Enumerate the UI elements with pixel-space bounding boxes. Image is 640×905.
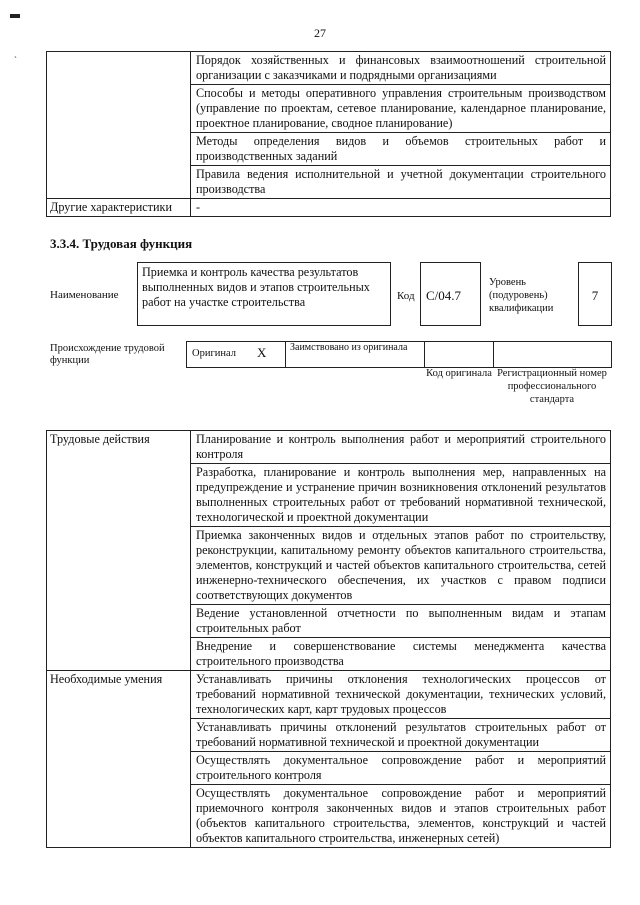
reg-caption: Регистрационный номер профессионального стандарта (497, 368, 607, 405)
skills-label: Необходимые умения (47, 671, 191, 848)
code-caption: Код оригинала (426, 368, 492, 379)
original-label: Оригинал (192, 348, 236, 359)
reg-number-box (493, 341, 612, 368)
table-row (47, 431, 611, 464)
table-cell: Способы и методы оперативного управления строительным производством (управление по проектам, сетевое планирование, календарное планирование, проектное планирование, сводное планирование) (191, 85, 611, 133)
table-row (47, 52, 611, 85)
labor-actions-label: Трудовые действия (47, 431, 191, 671)
code-label: Код (397, 290, 415, 302)
table-row (47, 199, 611, 217)
table-cell: Разработка, планирование и контроль выполнения мер, направленных на предупреждение и устранение причин возникновения отклонений результатов выполненных строительных работ от требований нормативной технической, технологической и проектной документации (191, 464, 611, 527)
table-cell: Устанавливать причины отклонения технологических процессов от требований нормативной технической документации, технических условий, технологических карт, карт трудовых процессов (191, 671, 611, 719)
table-cell: Приемка законченных видов и отдельных этапов работ по строительству, реконструкции, капитальному ремонту объектов капитального строительства, элементов, конструкций и частей объектов капитального строительства, сетей инженерно-технического обеспечения, их участков с правом подписи соответствующих документов (191, 527, 611, 605)
level-label: Уровень (подуровень) квалификации (489, 277, 554, 314)
table-cell: Планирование и контроль выполнения работ и мероприятий строительного контроля (191, 431, 611, 464)
section-heading: 3.3.4. Трудовая функция (50, 236, 193, 251)
name-label: Наименование (50, 289, 119, 301)
table-cell: Внедрение и совершенствование системы менеджмента качества строительного производства (191, 638, 611, 671)
table-cell: Ведение установленной отчетности по выполненным видам и этапам строительных работ (191, 605, 611, 638)
table-cell: Осуществлять документальное сопровождение работ и мероприятий приемочного контроля законченных видов и этапов строительных работ (объектов капитального строительства, элементов, конструкций и частей объектов капитального строительства, инженерных сетей) (191, 785, 611, 848)
details-table (46, 430, 611, 848)
function-code: С/04.7 (426, 288, 462, 303)
scan-mark (10, 14, 20, 18)
function-name: Приемка и контроль качества результатов выполненных видов и этапов строительных работ на участке строительства (142, 265, 370, 309)
original-box (186, 341, 286, 368)
table-cell: Правила ведения исполнительной и учетной документации строительного производства (191, 166, 611, 199)
scan-dot: ˎ (14, 48, 17, 58)
name-box (137, 262, 391, 326)
level-value: 7 (591, 288, 599, 303)
table-cell: Методы определения видов и объемов строительных работ и производственных заданий (191, 133, 611, 166)
other-characteristics-value: - (191, 199, 611, 217)
other-characteristics-label: Другие характеристики (47, 199, 191, 217)
table-cell: Порядок хозяйственных и финансовых взаимоотношений строительной организации с заказчиками и подрядными организациями (191, 52, 611, 85)
code-box (420, 262, 481, 326)
level-box (578, 262, 612, 326)
original-mark: X (257, 345, 267, 360)
table-cell: Устанавливать причины отклонений результатов строительных работ от требований нормативной технической и проектной документации (191, 719, 611, 752)
page-number: 27 (314, 26, 326, 40)
knowledge-table (46, 51, 611, 217)
table-row (47, 671, 611, 719)
table-label-cell (47, 52, 191, 199)
table-cell: Осуществлять документальное сопровождение работ и мероприятий строительного контроля (191, 752, 611, 785)
borrowed-box (285, 341, 425, 368)
origin-code-box (424, 341, 494, 368)
origin-label: Происхождение трудовой функции (50, 343, 165, 366)
borrowed-label: Заимствовано из оригинала (290, 342, 408, 353)
